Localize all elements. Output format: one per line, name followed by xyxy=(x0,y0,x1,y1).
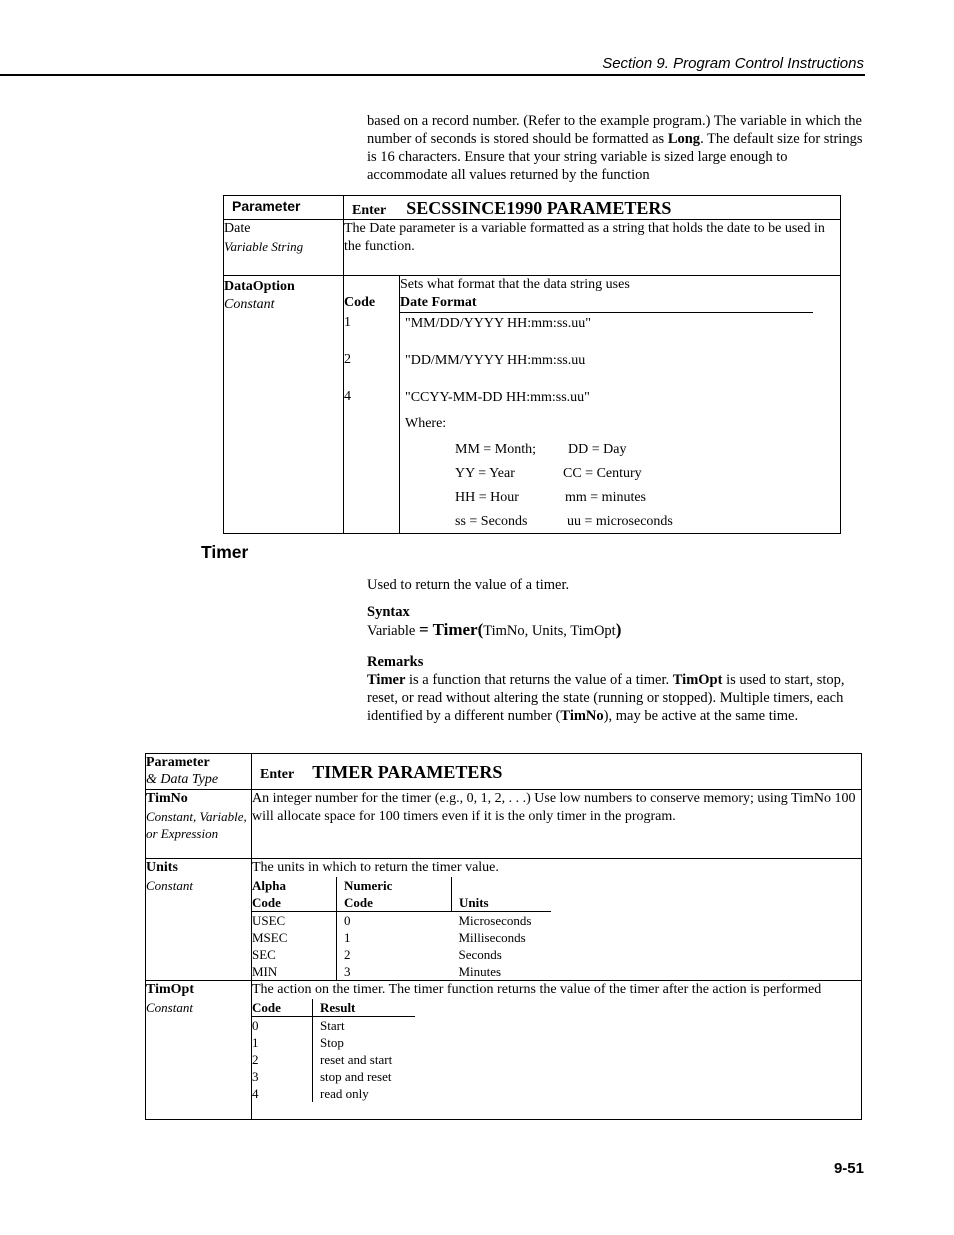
format-header: Date Format xyxy=(400,294,813,313)
syntax-variable: Variable xyxy=(367,623,416,639)
param-name: TimNo xyxy=(146,791,188,806)
legend xyxy=(400,441,840,533)
legend-row xyxy=(455,513,840,533)
param-type: Constant, Variable, or Expression xyxy=(146,809,247,841)
remarks-part: TimOpt xyxy=(672,672,723,688)
legend-b: CC = Century xyxy=(563,466,642,481)
format-column xyxy=(400,276,841,534)
dataoption-param-cell xyxy=(224,276,344,534)
secssince1990-parameters-table xyxy=(223,195,841,534)
intro-text-2: . The default size for strings is 16 characters. Ensure that your string variable is sized large enough to accommodate all values returned by the function xyxy=(367,131,863,183)
param-type: Variable String xyxy=(224,239,304,254)
format-value: "CCYY-MM-DD HH:mm:ss.uu" xyxy=(405,390,590,405)
timopt-desc-cell xyxy=(252,981,862,1120)
timopt-param-cell xyxy=(146,981,252,1120)
param-type: Constant xyxy=(224,297,275,312)
legend-b: mm = minutes xyxy=(565,490,647,505)
col-header: Result xyxy=(313,999,416,1017)
timer-desc: Used to return the value of a timer. xyxy=(367,577,570,593)
code-list: 0 1 2 3 4 xyxy=(252,1018,259,1101)
enter-label: Enter xyxy=(260,767,295,782)
timer-parameters-table xyxy=(145,753,862,1120)
remarks-label: Remarks xyxy=(367,654,424,670)
timer-heading: Timer xyxy=(201,542,249,562)
syntax-line xyxy=(367,621,621,640)
numeric-codes: 0 1 2 3 xyxy=(337,912,452,981)
syntax-label: Syntax xyxy=(367,604,410,620)
page-number: 9-51 xyxy=(833,1160,864,1177)
timno-desc-cell: An integer number for the timer (e.g., 0, 1, 2, . . .) Use low numbers to conserve memory; using TimNo 100 will allocate space for 100 timers even if it is the only timer in the program. xyxy=(252,790,862,859)
code-value: 4 xyxy=(344,389,351,404)
timno-param-cell xyxy=(146,790,252,859)
syntax-fn: = Timer( xyxy=(418,620,484,639)
legend-row xyxy=(455,489,840,513)
table-title: SECSSINCE1990 PARAMETERS xyxy=(406,198,672,218)
legend-row xyxy=(455,441,840,465)
param-type: Constant xyxy=(146,878,193,893)
param-name: Units xyxy=(146,860,178,875)
units-desc: The units in which to return the timer value. xyxy=(252,860,499,875)
header-rule xyxy=(0,74,865,76)
col-header: Alpha Code xyxy=(252,878,286,910)
syntax-args: TimNo, Units, TimOpt xyxy=(483,623,616,639)
timopt-inner-table xyxy=(252,999,415,1102)
remarks-part: TimNo xyxy=(560,708,604,724)
intro-text-1: based on a record number. (Refer to the example program.) The variable in which the number of seconds is stored should be formatted as xyxy=(367,113,862,147)
table-title-cell xyxy=(252,754,862,790)
col-header: Code xyxy=(252,999,313,1017)
enter-label: Enter xyxy=(352,203,387,218)
syntax-close: ) xyxy=(615,620,622,639)
running-header: Section 9. Program Control Instructions xyxy=(602,55,864,72)
param-header: Parameter xyxy=(146,755,210,770)
datatype-header: & Data Type xyxy=(146,772,219,787)
units-inner-table xyxy=(252,877,551,980)
legend-a: MM = Month; xyxy=(455,442,537,457)
param-name: Date xyxy=(224,221,251,236)
result-list: Start Stop reset and start stop and reset read only xyxy=(313,1017,416,1103)
param-type: Constant xyxy=(146,1000,193,1015)
param-name: TimOpt xyxy=(146,982,194,997)
legend-a: HH = Hour xyxy=(455,490,519,505)
unit-names: Microseconds Milliseconds Seconds Minutes xyxy=(452,912,552,981)
param-header-cell xyxy=(146,754,252,790)
remarks-part: ), may be active at the same time. xyxy=(603,708,799,724)
remarks-part: is a function that returns the value of a timer. xyxy=(405,672,673,688)
code-header: Code xyxy=(344,295,376,310)
units-param-cell xyxy=(146,859,252,981)
date-desc-cell: The Date parameter is a variable formatted as a string that holds the date to be used in the function. xyxy=(344,220,841,276)
param-header: Parameter xyxy=(224,196,344,220)
intro-bold: Long xyxy=(667,131,701,147)
dataoption-desc: Sets what format that the data string uses xyxy=(400,277,630,292)
timopt-desc: The action on the timer. The timer function returns the value of the timer after the action is performed xyxy=(252,982,822,997)
intro-paragraph xyxy=(367,112,867,184)
format-value: "DD/MM/YYYY HH:mm:ss.uu xyxy=(405,353,586,368)
remarks-text xyxy=(367,671,862,725)
units-desc-cell xyxy=(252,859,862,981)
alpha-codes: USEC MSEC SEC MIN xyxy=(252,912,337,981)
date-param-cell xyxy=(224,220,344,276)
param-name: DataOption xyxy=(224,279,295,294)
code-value: 2 xyxy=(344,352,351,367)
legend-b: DD = Day xyxy=(568,442,627,457)
legend-a: YY = Year xyxy=(455,466,515,481)
col-header: Units xyxy=(452,877,552,912)
table-title: TIMER PARAMETERS xyxy=(312,762,503,782)
legend-a: ss = Seconds xyxy=(455,514,528,529)
col-header: Numeric Code xyxy=(337,877,452,912)
where-label: Where: xyxy=(405,416,447,431)
legend-b: uu = microseconds xyxy=(567,514,673,529)
code-column xyxy=(344,276,400,534)
code-value: 1 xyxy=(344,315,351,330)
remarks-part: is used to start, stop, reset, or read without altering the state (running or stopped). Multiple timers, each identified by a different number ( xyxy=(367,672,845,724)
remarks-part: Timer xyxy=(367,672,406,688)
table-title-cell xyxy=(344,196,841,220)
format-value: "MM/DD/YYYY HH:mm:ss.uu" xyxy=(405,316,591,331)
legend-row xyxy=(455,465,840,489)
